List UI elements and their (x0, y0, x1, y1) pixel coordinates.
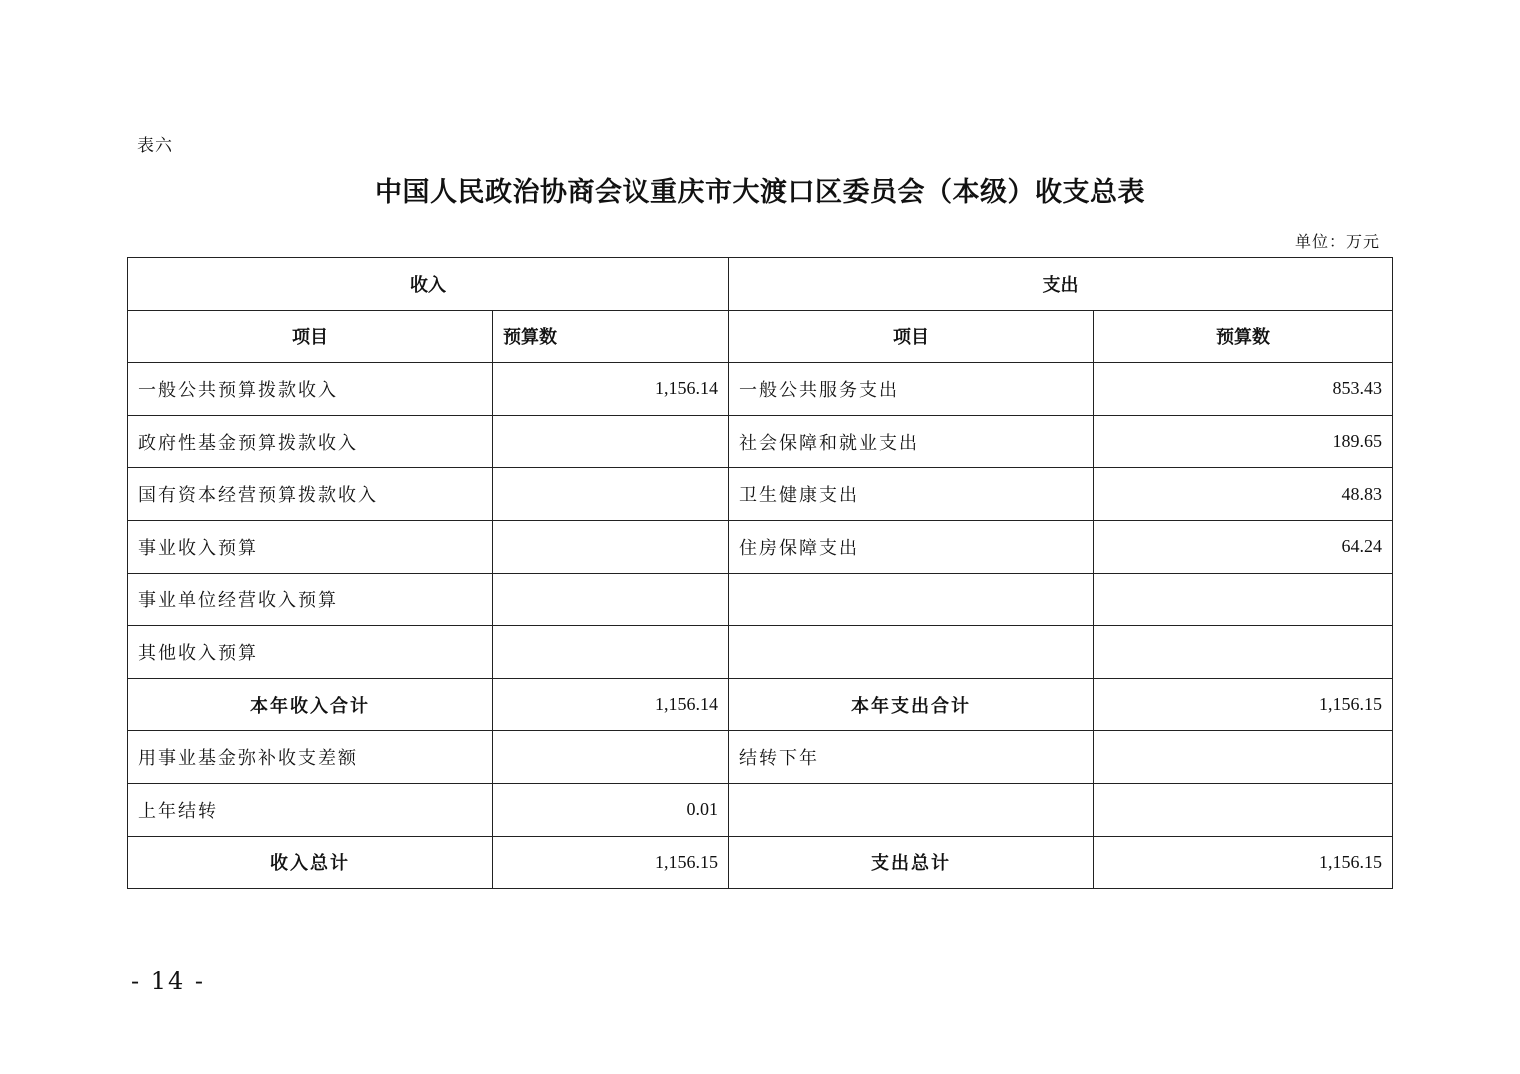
income-amount-cell (493, 520, 729, 573)
income-amount-cell (493, 468, 729, 521)
expense-total-amount: 1,156.15 (1094, 836, 1393, 889)
income-amount-cell (493, 415, 729, 468)
income-item-cell: 上年结转 (128, 783, 493, 836)
expense-amount-cell: 189.65 (1094, 415, 1393, 468)
expense-total-label: 支出总计 (729, 836, 1094, 889)
income-amount-cell (493, 626, 729, 679)
income-item-cell: 事业单位经营收入预算 (128, 573, 493, 626)
income-subtotal-amount: 1,156.14 (493, 678, 729, 731)
income-amount-cell: 0.01 (493, 783, 729, 836)
column-header-row (128, 310, 1393, 363)
document-title: 中国人民政治协商会议重庆市大渡口区委员会（本级）收支总表 (375, 177, 1145, 208)
income-item-cell: 政府性基金预算拨款收入 (128, 415, 493, 468)
unit-note: 单位：万元 (1294, 232, 1380, 251)
income-amount-cell (493, 731, 729, 784)
expense-item-cell: 一般公共服务支出 (729, 363, 1094, 416)
income-amount-header: 预算数 (493, 310, 729, 363)
table-row (128, 573, 1393, 626)
income-subtotal-label: 本年收入合计 (128, 678, 493, 731)
expense-item-header: 项目 (729, 310, 1094, 363)
income-amount-cell (493, 573, 729, 626)
table-row (128, 363, 1393, 416)
table-row (128, 415, 1393, 468)
expense-subtotal-amount: 1,156.15 (1094, 678, 1393, 731)
expense-item-cell: 社会保障和就业支出 (729, 415, 1094, 468)
expense-item-cell (729, 783, 1094, 836)
expense-amount-cell: 853.43 (1094, 363, 1393, 416)
expense-item-cell: 住房保障支出 (729, 520, 1094, 573)
table-row (128, 783, 1393, 836)
income-item-cell: 事业收入预算 (128, 520, 493, 573)
subtotal-row (128, 678, 1393, 731)
income-total-amount: 1,156.15 (493, 836, 729, 889)
income-total-label: 收入总计 (128, 836, 493, 889)
section-header-row (128, 258, 1393, 311)
expense-amount-header: 预算数 (1094, 310, 1393, 363)
expense-item-cell (729, 626, 1094, 679)
page-number: - 14 - (131, 967, 206, 995)
table-row (128, 626, 1393, 679)
income-section-header: 收入 (128, 258, 729, 311)
budget-summary-table (127, 257, 1393, 889)
income-item-cell: 其他收入预算 (128, 626, 493, 679)
expense-amount-cell (1094, 731, 1393, 784)
table-row (128, 520, 1393, 573)
expense-item-cell (729, 573, 1094, 626)
expense-item-cell: 结转下年 (729, 731, 1094, 784)
income-item-header: 项目 (128, 310, 493, 363)
table-row (128, 468, 1393, 521)
expense-amount-cell: 48.83 (1094, 468, 1393, 521)
grand-total-row (128, 836, 1393, 889)
table-tag: 表六 (137, 136, 173, 156)
expense-amount-cell (1094, 783, 1393, 836)
income-item-cell: 一般公共预算拨款收入 (128, 363, 493, 416)
expense-amount-cell (1094, 573, 1393, 626)
expense-amount-cell (1094, 626, 1393, 679)
expense-item-cell: 卫生健康支出 (729, 468, 1094, 521)
table-row (128, 731, 1393, 784)
income-item-cell: 国有资本经营预算拨款收入 (128, 468, 493, 521)
expense-section-header: 支出 (729, 258, 1393, 311)
income-amount-cell: 1,156.14 (493, 363, 729, 416)
expense-amount-cell: 64.24 (1094, 520, 1393, 573)
expense-subtotal-label: 本年支出合计 (729, 678, 1094, 731)
income-item-cell: 用事业基金弥补收支差额 (128, 731, 493, 784)
